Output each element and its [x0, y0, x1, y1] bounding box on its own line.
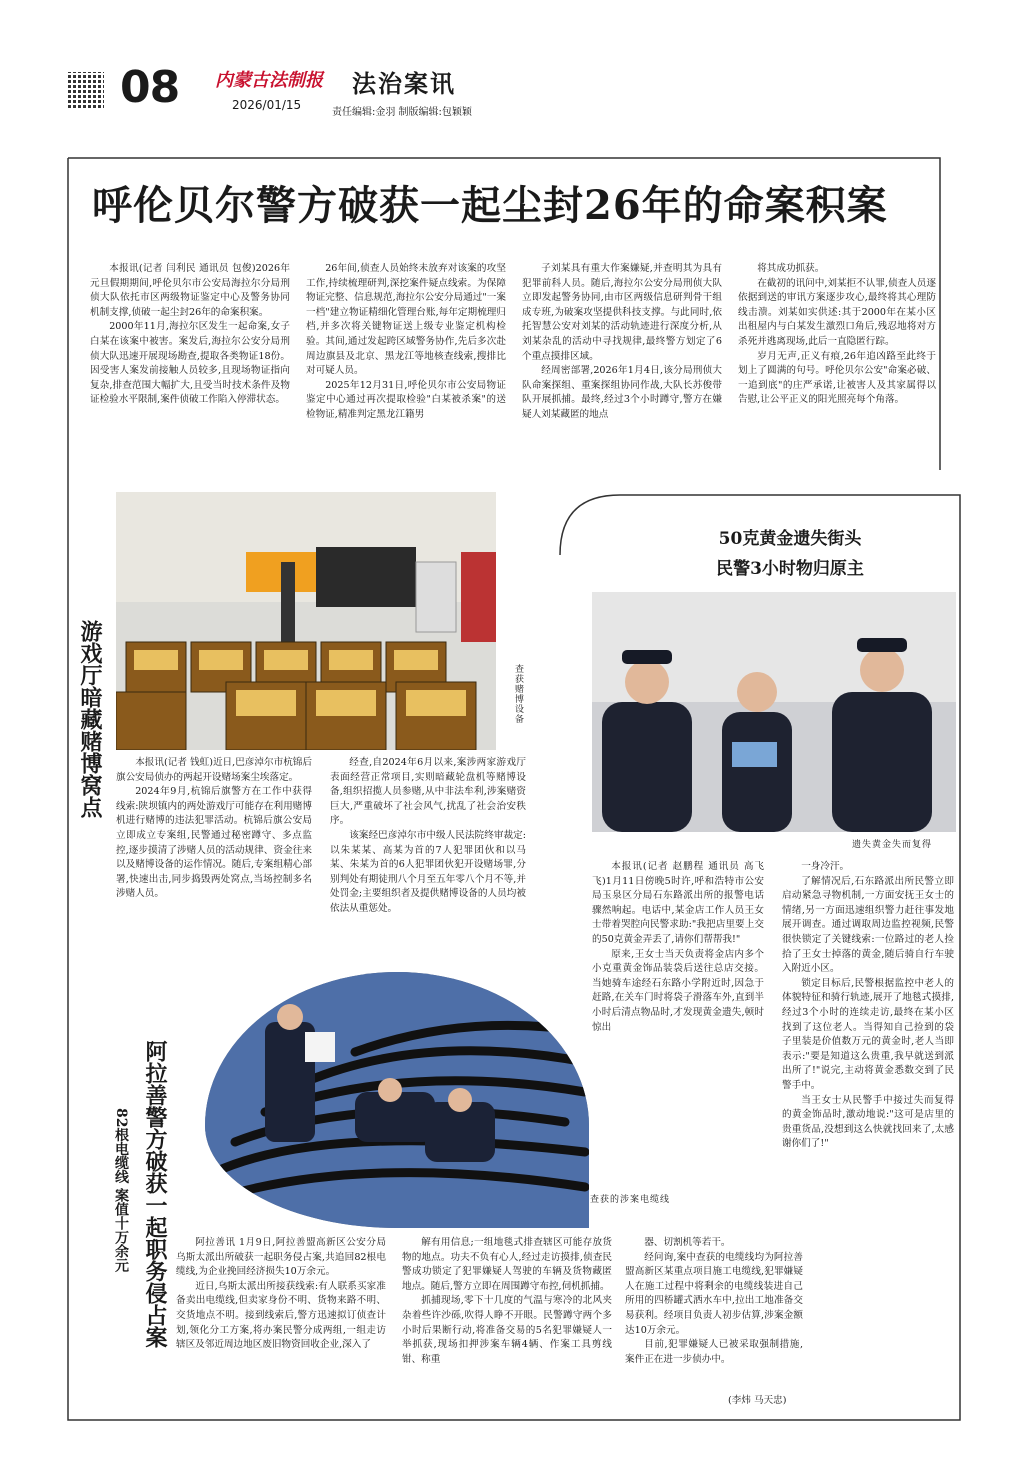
article1-col4: 将其成功抓获。 在截初的讯问中,刘某拒不认罪,侦查人员逐依据到送的审讯方案逐步攻心,最终将其心理防线击溃。刘某如实供述:其于2000年在某小区出租屋内与白某发生激烈口角后,残忍地将对方杀死并逃离现场,此后一直隐匿行踪。 岁月无声,正义有痕,26年追凶路至此终于划上了圆满的句号。呼伦贝尔公安"命案必破、一追到底"的庄严承诺,让被害人及其家属得以告慰,让公平正义的阳光照亮每个角落。 — [738, 263, 936, 406]
article4-byline: (李炜 马天忠) — [728, 1395, 787, 1406]
article2-col1: 本报讯(记者 钱虹)近日,巴彦淖尔市杭锦后旗公安局侦办的两起开设赌场案尘埃落定。 2024年9月,杭锦后旗警方在工作中获得线索:陕坝镇内的两处游戏厅可能存在利用赌博机进行赌博的违法犯罪活动。杭锦后旗公安局立即成立专案组,民警通过秘密蹲守、多点监控,逐步摸清了涉赌人员的活动规律、资金往来以及赌博设备的运作情况。随后,专案组精心部署,快速出击,同步捣毁两处窝点,当场控制多名涉赌人员。 — [116, 757, 312, 900]
newspaper-logo: 内蒙古法制报 — [215, 70, 323, 91]
article4-col2: 解有用信息;一组地毯式排查辖区可能存放货物的地点。功夫不负有心人,经过走访摸排,侦查民警成功锁定了犯罪嫌疑人驾驶的车辆及货物藏匿地点。随后,警方立即在周围蹲守布控,伺机抓捕。 抓捕现场,零下十几度的气温与寒冷的北风夹杂着些许沙砾,吹得人睁不开眼。民警蹲守两个多小时后果断行动,将准备交易的5名犯罪嫌疑人一举抓获,现场扣押涉案车辆4辆、作案工具剪线钳、称重 — [402, 1237, 612, 1365]
article1-title: 呼伦贝尔警方破获一起尘封26年的命案积案 — [92, 182, 888, 229]
article2-title: 游戏厅暗藏赌博窝点 — [77, 620, 103, 818]
article3-title-line2: 民警3小时物归原主 — [716, 559, 864, 579]
article4-subtitle: 82根电缆线 案值十万余元 — [113, 1108, 129, 1273]
article4-title: 阿拉善警方破获一起职务侵占案 — [142, 1040, 168, 1348]
article3-title-line1: 50克黄金遗失街头 — [718, 529, 862, 549]
article2-photo-caption: 查获赌博设备 — [513, 664, 523, 724]
article3-photo-caption: 遗失黄金失而复得 — [852, 840, 933, 850]
article1-col1: 本报讯(记者 闫利民 通讯员 包俊)2026年元旦假期期间,呼伦贝尔市公安局海拉尔分局刑侦大队依托市区两级物证鉴定中心及警务协同机制支撑,侦破一起尘封26年的命案积案。 2000年11月,海拉尔区发生一起命案,女子白某在该案中被害。案发后,海拉尔公安分局刑侦大队迅速开展现场勘查,提取各类物证18份。因受害人案发前接触人员较多,且现场物证指向复杂,排查范围大幅扩大,且受当时技术条件及物证检验水平限制,案件侦破工作陷入停滞状态。 — [90, 263, 290, 406]
section-title: 法治案讯 — [352, 69, 456, 98]
article3-col2: 一身冷汗。 了解情况后,石东路派出所民警立即启动紧急寻物机制,一方面安抚王女士的情绪,另一方面迅速组织警力赶往事发地展开调查。通过调取周边监控视频,民警很快锁定了关键线索:一位路过的老人捡拾了王女士掉落的黄金,随后骑自行车驶入附近小区。 锁定目标后,民警根据监控中老人的体貌特征和骑行轨迹,展开了地毯式摸排,经过3个小时的连续走访,最终在某小区找到了这位老人。当得知自己捡到的袋子里装是价值数万元的黄金时,老人当即表示:"要是知道这么贵重,我早就送到派出所了!"说完,主动将黄金悉数交到了民警手中。 当王女士从民警手中接过失而复得的黄金饰品时,激动地说:"这可是店里的贵重货品,没想到这么快就找回来了,太感谢你们了!" — [782, 861, 954, 1150]
gold-return-photo — [592, 592, 956, 832]
editors-line: 责任编辑:金羽 制版编辑:包颖颖 — [332, 107, 472, 118]
page-number: 08 — [120, 62, 180, 113]
article1-col2: 26年间,侦查人员始终未放弃对该案的攻坚工作,持续梳理研判,深挖案件疑点线索。为保障物证完整、信息规范,海拉尔公安分局通过"一案一档"建立物证精细化管理台账,每年定期梳理归档,并多次将关键物证送上级专业鉴定机构检验。其间,通过发起跨区域警务协作,先后多次赴周边旗县及北京、黑龙江等地核查线索,搜排比对可疑人员。 2025年12月31日,呼伦贝尔市公安局物证鉴定中心通过再次提取检验"白某被杀案"的送检物证,精准判定黑龙江籍男 — [306, 263, 506, 420]
article3-title — [660, 524, 920, 584]
article2-col2: 经查,自2024年6月以来,案涉两家游戏厅表面经营正常项目,实则暗藏轮盘机等赌博设备,组织招揽人员参赌,从中非法牟利,涉案赌资巨大,严重破坏了社会风气,扰乱了社会治安秩序。 该案经巴彦淖尔市中级人民法院终审裁定:以朱某某、高某为首的7人犯罪团伙和以马某、朱某为首的6人犯罪团伙犯开设赌场罪,分别判处有期徒刑八个月至五年零八个月不等,并处罚金;主要组织者及提供赌博设备的人员均被依法从重惩处。 — [330, 757, 526, 914]
article3-col1: 本报讯(记者 赵鹏程 通讯员 高飞飞)1月11日傍晚5时许,呼和浩特市公安局玉泉区分局石东路派出所的报警电话骤然响起。电话中,某金店工作人员王女士带着哭腔向民警求助:"我把店里要上交的50克黄金弄丢了,请你们帮帮我!" 原来,王女士当天负责将金店内多个小克重黄金饰品装袋后送往总店交接。当她骑车途经石东路小学附近时,因急于赶路,在关车门时将袋子滑落车外,直到半小时后清点物品时,才发现黄金遗失,顿时惊出 — [592, 861, 764, 1033]
game-hall-photo — [116, 492, 496, 750]
issue-date: 2026/01/15 — [232, 98, 302, 112]
article4-col1: 阿拉善讯 1月9日,阿拉善盟高新区公安分局乌斯太派出所破获一起职务侵占案,共追回82根电缆线,为企业挽回经济损失10万余元。 近日,乌斯太派出所接获线索:有人联系买家准备卖出电缆线,但卖家身份不明、货物来路不明、交货地点不明。接到线索后,警方迅速拟订侦查计划,领化分工方案,将办案民警分成两组,一组走访辖区及邻近周边地区废旧物资回收企业,深入了 — [176, 1237, 386, 1351]
article4-col3: 器、切割机等若干。 经问询,案中查获的电缆线均为阿拉善盟高新区某重点项目施工电缆线,犯罪嫌疑人在施工过程中将剩余的电缆线装进自己所用的四桥罐式洒水车中,拉出工地准备交易获利。经项目负责人初步估算,涉案金额达10万余元。 目前,犯罪嫌疑人已被采取强制措施,案件正在进一步侦办中。 — [625, 1237, 803, 1365]
article1-col3: 子刘某具有重大作案嫌疑,并查明其为具有犯罪前科人员。随后,海拉尔公安分局刑侦大队立即发起警务协同,由市区两级信息研判骨干组成专班,为破案攻坚提供科技支撑。与此同时,依托智慧公安对刘某的活动轨迹进行深度分析,从刘某杂乱的活动中寻找规律,最终警方划定了6个重点摸排区域。 经周密部署,2026年1月4日,该分局刑侦大队命案探组、重案探组协同作战,大队长苏俊带队开展抓捕。最终,经过3个小时蹲守,警方在嫌疑人刘某藏匿的地点 — [522, 263, 722, 420]
police-officers-illustration — [592, 592, 956, 832]
article4-photo-caption: 查获的涉案电缆线 — [590, 1195, 671, 1205]
gambling-machines-illustration — [116, 492, 496, 750]
